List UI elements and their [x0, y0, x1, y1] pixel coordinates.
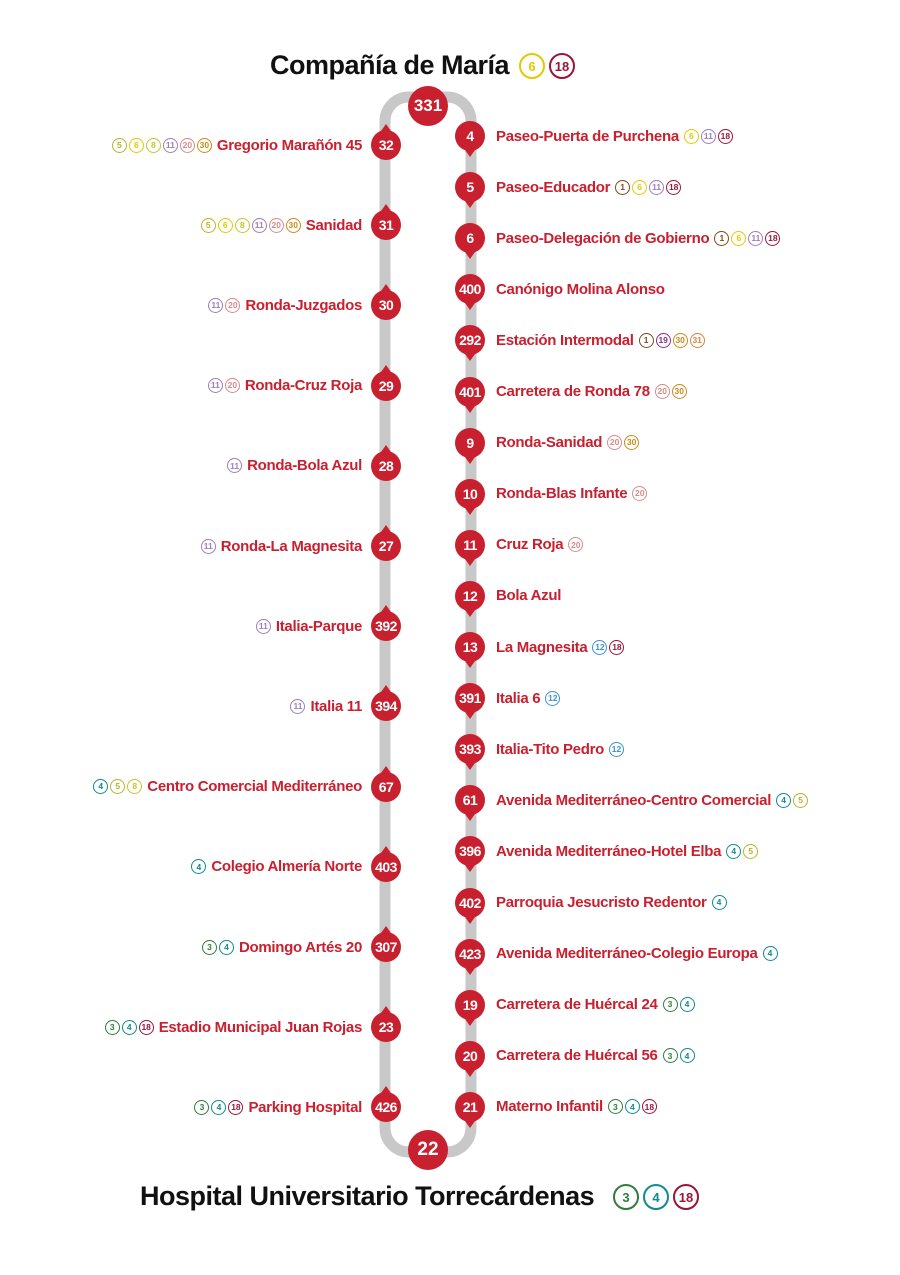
- stop-connecting-lines: [544, 691, 561, 706]
- line-20-badge: 20: [607, 435, 622, 450]
- stop-connecting-lines: [711, 895, 728, 910]
- stop-row[interactable]: [193, 1092, 362, 1122]
- stop-row[interactable]: [496, 325, 706, 355]
- line-11-badge: 11: [701, 129, 716, 144]
- stop-name: Ronda-La Magnesita: [220, 537, 362, 555]
- stop-connecting-lines: [638, 333, 706, 348]
- stop-row[interactable]: [111, 130, 362, 160]
- stop-connecting-lines: [608, 742, 625, 757]
- line-19-badge: 19: [656, 333, 671, 348]
- line-20-badge: 20: [655, 384, 670, 399]
- line-18-badge: 18: [765, 231, 780, 246]
- stop-row[interactable]: [496, 121, 734, 151]
- stop-name: Carretera de Huércal 56: [496, 1047, 658, 1065]
- stop-row[interactable]: [496, 428, 640, 458]
- stop-row[interactable]: [207, 371, 362, 401]
- line-30-badge: 30: [672, 384, 687, 399]
- line-6-badge: 6: [632, 180, 647, 195]
- stop-row[interactable]: [496, 836, 759, 866]
- line-3-badge: 3: [202, 940, 217, 955]
- stop-code-marker[interactable]: 29: [371, 371, 401, 401]
- stop-row[interactable]: [201, 932, 362, 962]
- line-11-badge: 11: [748, 231, 763, 246]
- line-20-badge: 20: [568, 537, 583, 552]
- stop-code-marker[interactable]: 67: [371, 772, 401, 802]
- stop-connecting-lines: [193, 1100, 244, 1115]
- stop-code-marker[interactable]: 393: [455, 734, 485, 764]
- stop-code-marker[interactable]: 19: [455, 990, 485, 1020]
- stop-connecting-lines: [654, 384, 688, 399]
- stop-name: Canónigo Molina Alonso: [496, 280, 665, 298]
- stop-row[interactable]: [496, 377, 688, 407]
- line-4-badge: 4: [93, 779, 108, 794]
- line-11-badge: 11: [290, 699, 305, 714]
- line-1-badge: 1: [639, 333, 654, 348]
- stop-row[interactable]: [92, 772, 362, 802]
- stop-name: Avenida Mediterráneo-Centro Comercial: [496, 791, 772, 809]
- line-3-badge: 3: [663, 1048, 678, 1063]
- stop-name: Ronda-Juzgados: [245, 296, 362, 314]
- stop-name: Domingo Artés 20: [238, 938, 362, 956]
- stop-code-marker[interactable]: 426: [371, 1092, 401, 1122]
- stop-row[interactable]: [496, 274, 669, 304]
- line-12-badge: 12: [592, 640, 607, 655]
- line-6-badge: 6: [218, 218, 233, 233]
- line-4-badge: 4: [191, 859, 206, 874]
- stop-connecting-lines: [607, 1099, 658, 1114]
- stop-code-marker[interactable]: 6: [455, 223, 485, 253]
- line-8-badge: 8: [235, 218, 250, 233]
- stop-name: Italia-Tito Pedro: [496, 740, 604, 758]
- stop-row[interactable]: [496, 632, 625, 662]
- stop-code-marker[interactable]: 10: [455, 479, 485, 509]
- stop-name: Ronda-Sanidad: [496, 434, 603, 452]
- stop-row[interactable]: [226, 451, 362, 481]
- stop-code-marker[interactable]: 292: [455, 325, 485, 355]
- stop-row[interactable]: [190, 852, 362, 882]
- stop-connecting-lines: [200, 539, 217, 554]
- line-5-badge: 5: [793, 793, 808, 808]
- stop-connecting-lines: [200, 218, 302, 233]
- stop-name: Parroquia Jesucristo Redentor: [496, 894, 707, 911]
- stop-code-marker[interactable]: 23: [371, 1012, 401, 1042]
- stop-code-marker[interactable]: 12: [455, 581, 485, 611]
- stop-name: Gregorio Marañón 45: [216, 136, 362, 154]
- stop-name: Estación Intermodal: [496, 331, 634, 349]
- line-30-badge: 30: [624, 435, 639, 450]
- stop-connecting-lines: [725, 844, 759, 859]
- stop-name: Italia-Parque: [275, 617, 362, 635]
- stop-connecting-lines: [190, 859, 207, 874]
- line-4-badge: 4: [625, 1099, 640, 1114]
- stop-code-marker[interactable]: 391: [455, 683, 485, 713]
- line-1-badge: 1: [714, 231, 729, 246]
- line-4-badge: 4: [712, 895, 727, 910]
- stop-connecting-lines: [631, 486, 648, 501]
- stop-row[interactable]: [496, 1041, 696, 1071]
- stop-code-marker[interactable]: 9: [455, 428, 485, 458]
- line-18-badge: 18: [549, 53, 575, 79]
- stop-code-marker[interactable]: 32: [371, 130, 401, 160]
- bottom-terminal-lines: [611, 1184, 701, 1210]
- line-11-badge: 11: [252, 218, 267, 233]
- line-4-badge: 4: [211, 1100, 226, 1115]
- stop-row[interactable]: [496, 530, 584, 560]
- line-8-badge: 8: [146, 138, 161, 153]
- stop-name: Paseo-Delegación de Gobierno: [496, 229, 710, 247]
- line-11-badge: 11: [208, 298, 223, 313]
- line-3-badge: 3: [194, 1100, 209, 1115]
- stop-connecting-lines: [207, 298, 241, 313]
- stop-connecting-lines: [762, 946, 779, 961]
- line-3-badge: 3: [613, 1184, 639, 1210]
- line-8-badge: 8: [127, 779, 142, 794]
- stop-name: Italia 11: [310, 697, 362, 715]
- stop-connecting-lines: [111, 138, 213, 153]
- line-4-badge: 4: [680, 997, 695, 1012]
- line-11-badge: 11: [201, 539, 216, 554]
- line-6-badge: 6: [684, 129, 699, 144]
- bottom-terminal-stop-code: 22: [408, 1130, 448, 1170]
- stop-row[interactable]: [496, 990, 696, 1020]
- line-4-badge: 4: [643, 1184, 669, 1210]
- stop-connecting-lines: [207, 378, 241, 393]
- line-18-badge: 18: [228, 1100, 243, 1115]
- line-12-badge: 12: [609, 742, 624, 757]
- line-12-badge: 12: [545, 691, 560, 706]
- bottom-terminal-title: Hospital Universitario Torrecárdenas: [140, 1181, 595, 1211]
- stop-code-marker[interactable]: 31: [371, 210, 401, 240]
- line-31-badge: 31: [690, 333, 705, 348]
- line-5-badge: 5: [112, 138, 127, 153]
- stop-row[interactable]: [200, 531, 362, 561]
- stop-name: Carretera de Huércal 24: [496, 996, 658, 1014]
- stop-code-marker[interactable]: 396: [455, 836, 485, 866]
- line-30-badge: 30: [197, 138, 212, 153]
- stop-connecting-lines: [606, 435, 640, 450]
- stop-row[interactable]: [496, 581, 565, 611]
- line-11-badge: 11: [649, 180, 664, 195]
- stop-code-marker[interactable]: 20: [455, 1041, 485, 1071]
- stop-name: Ronda-Bola Azul: [247, 457, 362, 475]
- stop-row[interactable]: [289, 691, 362, 721]
- line-11-badge: 11: [227, 458, 242, 473]
- stop-code-marker[interactable]: 307: [371, 932, 401, 962]
- stop-connecting-lines: [662, 997, 696, 1012]
- line-5-badge: 5: [743, 844, 758, 859]
- line-3-badge: 3: [608, 1099, 623, 1114]
- stop-code-marker[interactable]: 401: [455, 377, 485, 407]
- stop-connecting-lines: [201, 940, 235, 955]
- line-3-badge: 3: [663, 997, 678, 1012]
- stop-name: Paseo-Puerta de Purchena: [496, 127, 679, 145]
- stop-name: Bola Azul: [496, 587, 562, 605]
- stop-name: Centro Comercial Mediterráneo: [147, 778, 362, 796]
- line-18-badge: 18: [609, 640, 624, 655]
- stop-name: Carretera de Ronda 78: [496, 383, 650, 400]
- stop-row[interactable]: [496, 172, 682, 202]
- line-18-badge: 18: [673, 1184, 699, 1210]
- stop-row[interactable]: [496, 1092, 658, 1122]
- line-1-badge: 1: [615, 180, 630, 195]
- line-4-badge: 4: [763, 946, 778, 961]
- stop-name: Italia 6: [496, 689, 541, 707]
- line-3-badge: 3: [105, 1020, 120, 1035]
- stop-name: Ronda-Blas Infante: [496, 485, 628, 503]
- stop-code-marker[interactable]: 61: [455, 785, 485, 815]
- line-6-badge: 6: [519, 53, 545, 79]
- line-4-badge: 4: [726, 844, 741, 859]
- line-20-badge: 20: [225, 298, 240, 313]
- line-4-badge: 4: [219, 940, 234, 955]
- stop-row[interactable]: [496, 479, 648, 509]
- stop-connecting-lines: [591, 640, 625, 655]
- line-5-badge: 5: [110, 779, 125, 794]
- stop-connecting-lines: [255, 619, 272, 634]
- stop-code-marker[interactable]: 21: [455, 1092, 485, 1122]
- stop-row[interactable]: [104, 1012, 362, 1042]
- top-terminal-lines: [517, 53, 577, 79]
- stop-name: Sanidad: [305, 216, 362, 234]
- line-18-badge: 18: [139, 1020, 154, 1035]
- stop-code-marker[interactable]: 392: [371, 611, 401, 641]
- line-11-badge: 11: [163, 138, 178, 153]
- stop-connecting-lines: [567, 537, 584, 552]
- stop-row[interactable]: [496, 939, 779, 969]
- stop-connecting-lines: [775, 793, 809, 808]
- stop-row[interactable]: [496, 734, 625, 764]
- stop-name: Ronda-Cruz Roja: [244, 377, 362, 395]
- stop-row[interactable]: [496, 223, 781, 253]
- line-6-badge: 6: [731, 231, 746, 246]
- stop-name: Parking Hospital: [248, 1098, 362, 1116]
- stop-code-marker[interactable]: 402: [455, 888, 485, 918]
- stop-connecting-lines: [289, 699, 306, 714]
- line-6-badge: 6: [129, 138, 144, 153]
- line-5-badge: 5: [201, 218, 216, 233]
- stop-code-marker[interactable]: 403: [371, 852, 401, 882]
- stop-row[interactable]: [207, 290, 362, 320]
- line-18-badge: 18: [666, 180, 681, 195]
- stop-row[interactable]: [255, 611, 362, 641]
- stop-code-marker[interactable]: 27: [371, 531, 401, 561]
- stop-connecting-lines: [92, 779, 143, 794]
- line-18-badge: 18: [718, 129, 733, 144]
- stop-name: La Magnesita: [496, 638, 588, 656]
- stop-code-marker[interactable]: 423: [455, 939, 485, 969]
- stop-name: Paseo-Educador: [496, 178, 611, 196]
- line-18-badge: 18: [642, 1099, 657, 1114]
- top-terminal-stop-code: 331: [408, 86, 448, 126]
- stop-connecting-lines: [662, 1048, 696, 1063]
- stop-connecting-lines: [713, 231, 781, 246]
- stop-code-marker[interactable]: 394: [371, 691, 401, 721]
- line-20-badge: 20: [180, 138, 195, 153]
- stop-code-marker[interactable]: 30: [371, 290, 401, 320]
- stop-name: Colegio Almería Norte: [211, 858, 362, 876]
- stop-row[interactable]: [496, 888, 728, 918]
- stop-connecting-lines: [226, 458, 243, 473]
- line-30-badge: 30: [286, 218, 301, 233]
- stop-row[interactable]: [200, 210, 362, 240]
- line-20-badge: 20: [269, 218, 284, 233]
- stop-row[interactable]: [496, 683, 561, 713]
- line-20-badge: 20: [632, 486, 647, 501]
- line-11-badge: 11: [256, 619, 271, 634]
- stop-connecting-lines: [104, 1020, 155, 1035]
- stop-connecting-lines: [614, 180, 682, 195]
- top-terminal-title: Compañía de María: [270, 50, 510, 80]
- line-4-badge: 4: [680, 1048, 695, 1063]
- line-4-badge: 4: [122, 1020, 137, 1035]
- stop-code-marker[interactable]: 5: [455, 172, 485, 202]
- stop-row[interactable]: [496, 785, 809, 815]
- line-4-badge: 4: [776, 793, 791, 808]
- stop-name: Cruz Roja: [496, 536, 564, 554]
- stop-code-marker[interactable]: 13: [455, 632, 485, 662]
- stop-code-marker[interactable]: 11: [455, 530, 485, 560]
- stop-name: Avenida Mediterráneo-Hotel Elba: [496, 842, 722, 860]
- stop-code-marker[interactable]: 4: [455, 121, 485, 151]
- stop-name: Avenida Mediterráneo-Colegio Europa: [496, 945, 758, 963]
- line-30-badge: 30: [673, 333, 688, 348]
- stop-connecting-lines: [683, 129, 734, 144]
- stop-code-marker[interactable]: 400: [455, 274, 485, 304]
- stop-name: Materno Infantil: [496, 1098, 603, 1116]
- line-11-badge: 11: [208, 378, 223, 393]
- stop-code-marker[interactable]: 28: [371, 451, 401, 481]
- line-20-badge: 20: [225, 378, 240, 393]
- stop-name: Estadio Municipal Juan Rojas: [158, 1018, 362, 1036]
